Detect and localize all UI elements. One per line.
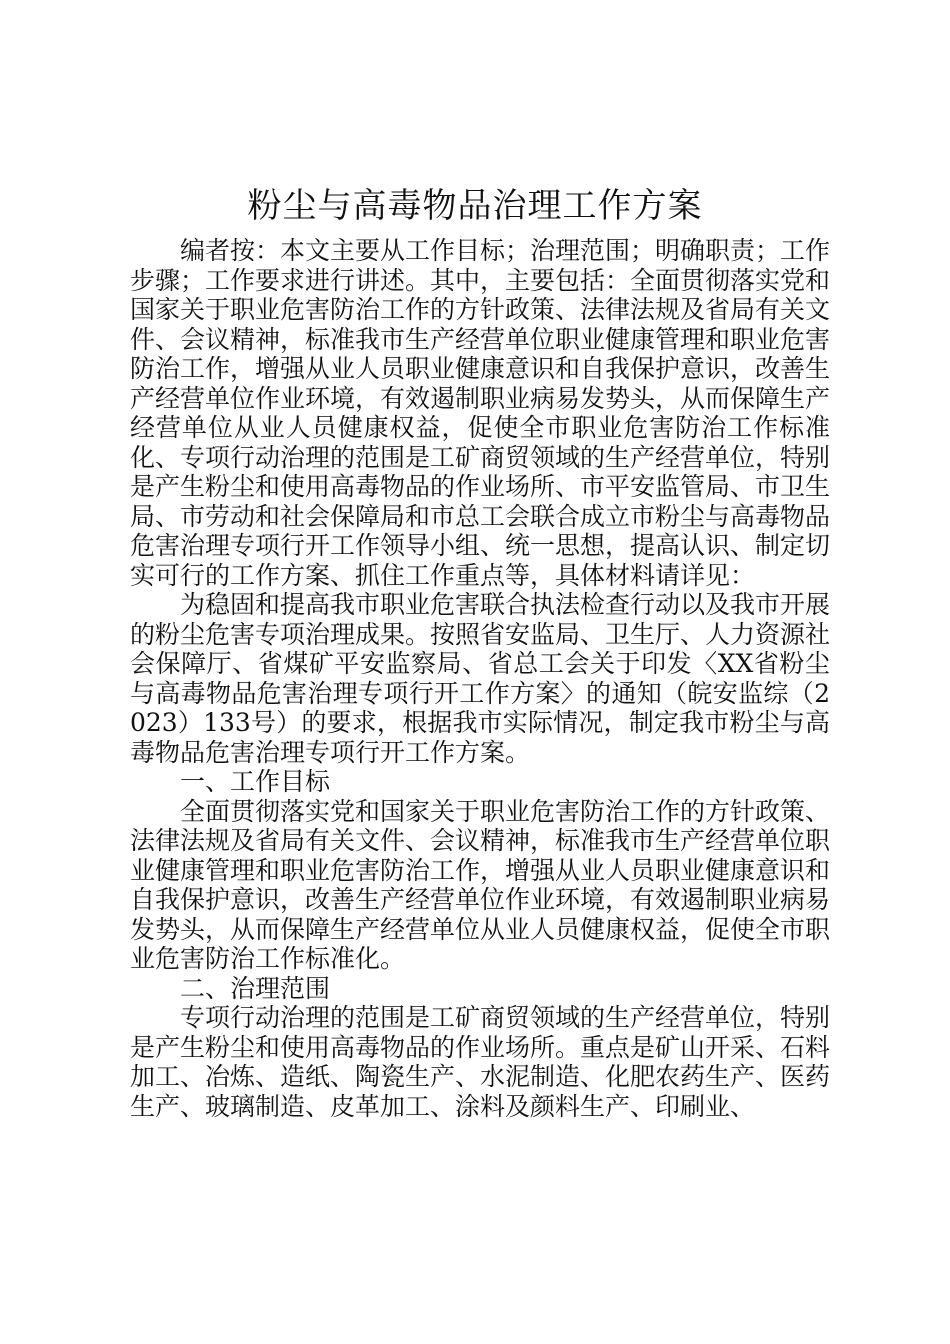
document-title: 粉尘与高毒物品治理工作方案: [247, 186, 703, 226]
section-heading-scope: 二、治理范围: [180, 973, 331, 1003]
document-body: [130, 236, 830, 1121]
intro-paragraph: 为稳固和提高我市职业危害联合执法检查行动以及我市开展的粉尘危害专项治理成果。按照省安监局、卫生厅、人力资源社会保障厅、省煤矿平安监察局、省总工会关于印发〈XX省粉尘与高毒物品危害治理专项行开工作方案〉的通知（皖安监综（2023）133号）的要求，根据我市实际情况，制定我市粉尘与高毒物品危害治理专项行开工作方案。: [130, 590, 831, 767]
editor-note-paragraph: 编者按：本文主要从工作目标；治理范围；明确职责；工作步骤；工作要求进行讲述。其中，主要包括：全面贯彻落实党和国家关于职业危害防治工作的方针政策、法律法规及省局有关文件、会议精神，标准我市生产经营单位职业健康管理和职业危害防治工作，增强从业人员职业健康意识和自我保护意识，改善生产经营单位作业环境，有效遏制职业病易发势头，从而保障生产经营单位从业人员健康权益，促使全市职业危害防治工作标准化、专项行动治理的范围是工矿商贸领域的生产经营单位，特别是产生粉尘和使用高毒物品的作业场所、市平安监管局、市卫生局、市劳动和社会保障局和市总工会联合成立市粉尘与高毒物品危害治理专项行开工作领导小组、统一思想，提高认识、制定切实可行的工作方案、抓住工作重点等，具体材料请详见：: [130, 236, 831, 590]
goals-paragraph: 全面贯彻落实党和国家关于职业危害防治工作的方针政策、法律法规及省局有关文件、会议精神，标准我市生产经营单位职业健康管理和职业危害防治工作，增强从业人员职业健康意识和自我保护意识，改善生产经营单位作业环境，有效遏制职业病易发势头，从而保障生产经营单位从业人员健康权益，促使全市职业危害防治工作标准化。: [130, 796, 831, 973]
scope-paragraph: 专项行动治理的范围是工矿商贸领域的生产经营单位，特别是产生粉尘和使用高毒物品的作业场所。重点是矿山开采、石料加工、冶炼、造纸、陶瓷生产、水泥制造、化肥农药生产、医药生产、玻璃制造、皮革加工、涂料及颜料生产、印刷业、: [130, 1003, 831, 1121]
section-heading-goals: 一、工作目标: [180, 767, 331, 796]
